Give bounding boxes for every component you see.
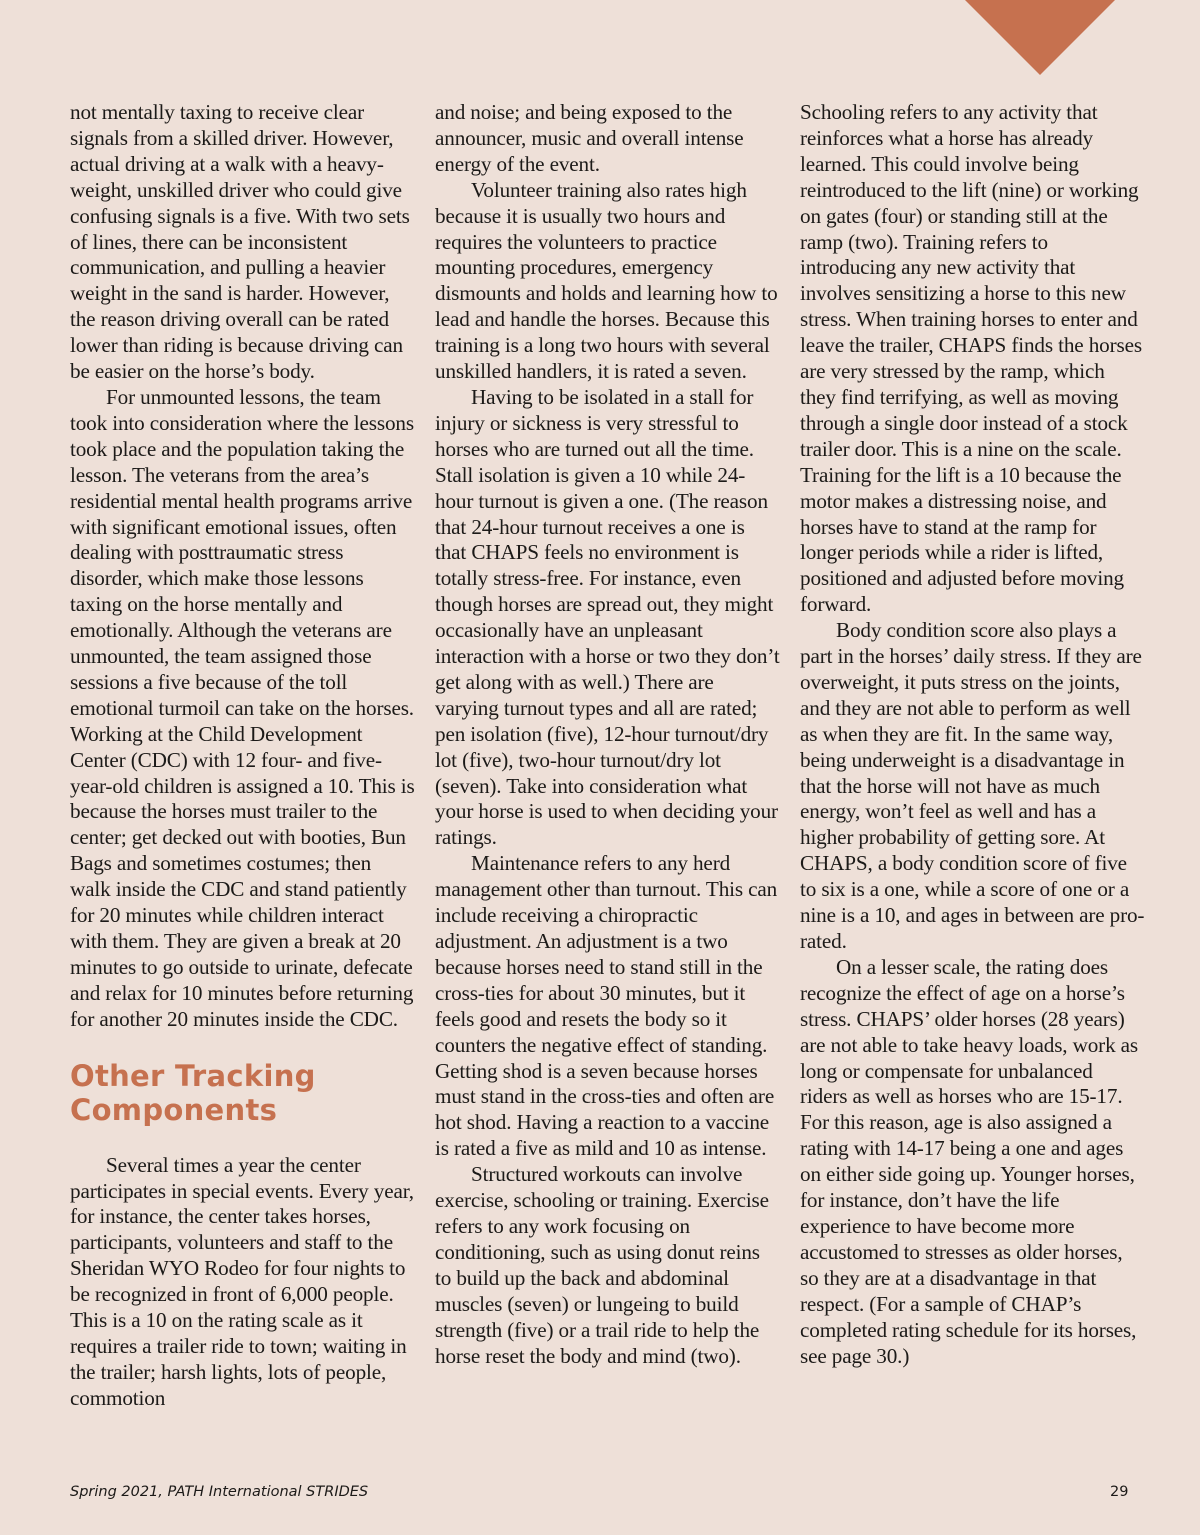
text-column-1 (70, 100, 415, 1412)
paragraph: For unmounted lessons, the team took into consideration where the lessons took place and the population taking the lesson. The veterans from the area’s residential mental health programs arrive with significant emotional issues, often dealing with posttraumatic stress disorder, which make those lessons taxing on the horse mentally and emotionally. Although the veterans are unmounted, the team assigned those sessions a five because of the toll emotional turmoil can take on the horses. Working at the Child Development Center (CDC) with 12 four- and five-year-old children is assigned a 10. This is because the horses must trailer to the center; get decked out with booties, Bun Bags and sometimes costumes; then walk inside the CDC and stand patiently for 20 minutes while children interact with them. They are given a break at 20 minutes to go outside to urinate, defecate and relax for 10 minutes before returning for another 20 minutes inside the CDC. (70, 384, 415, 1031)
paragraph: Maintenance refers to any herd management other than turnout. This can include receiving a chiropractic adjustment. An adjustment is a two because horses need to stand still in the cross-ties for about 30 minutes, but it feels good and resets the body so it counters the negative effect of standing. Getting shod is a seven because horses must stand in the cross-ties and often are hot shod. Having a reaction to a vaccine is rated a five as mild and 10 as intense. (435, 851, 778, 1161)
paragraph: Several times a year the center participates in special events. Every year, for instance, the center takes horses, participants, volunteers and staff to the Sheridan WYO Rodeo for four nights to be recognized in front of 6,000 people. This is a 10 on the rating scale as it requires a trailer ride to town; waiting in the trailer; harsh lights, lots of people, commotion (70, 1152, 414, 1410)
text-column-3 (800, 100, 1145, 1369)
page-number: 29 (1110, 1484, 1129, 1500)
corner-triangle-icon (965, 0, 1115, 75)
paragraph: On a lesser scale, the rating does recognize the effect of age on a horse’s stress. CHAPS’ older horses (28 years) are not able to take heavy loads, work as long or compensate for unbalanced riders as well as horses who are 15-17. For this reason, age is also assigned a rating with 14-17 being a one and ages on either side going up. Younger horses, for instance, don’t have the life experience to have become more accustomed to stresses as older horses, so they are at a disadvantage in that respect. (For a sample of CHAP’s completed rating schedule for its horses, see page 30.) (800, 954, 1139, 1368)
paragraph: Structured workouts can involve exercise, schooling or training. Exercise refers to any work focusing on conditioning, such as using donut reins to build up the back and abdominal muscles (seven) or lungeing to build strength (five) or a trail ride to help the horse reset the body and mind (two). (435, 1162, 769, 1368)
footer-publication: Spring 2021, PATH International STRIDES (70, 1484, 369, 1500)
paragraph: Volunteer training also rates high because it is usually two hours and requires the volunteers to practice mounting procedures, emergency dismounts and holds and learning how to lead and handle the horses. Because this training is a long two hours with several unskilled handlers, it is rated a seven. (435, 177, 778, 384)
section-heading: Other Tracking Components (70, 1058, 316, 1127)
text-column-2 (435, 100, 780, 1369)
paragraph: Body condition score also plays a part in the horses’ daily stress. If they are overweight, it puts stress on the joints, and they are not able to perform as well as when they are fit. In the same way, being underweight is a disadvantage in that the horse will not have as much energy, won’t feel as well and has a higher probability of getting sore. At CHAPS, a body condition score of five to six is a one, while a score of one or a nine is a 10, and ages in between are pro-rated. (800, 618, 1145, 953)
paragraph: Schooling refers to any activity that reinforces what a horse has already learned. This could involve being reintroduced to the lift (nine) or working on gates (four) or standing still at the ramp (two). Training refers to introducing any new activity that involves sensitizing a horse to this new stress. When training horses to enter and leave the trailer, CHAPS finds the horses are very stressed by the ramp, which they find terrifying, as well as moving through a single door instead of a stock trailer door. This is a nine on the scale. Training for the lift is a 10 because the motor makes a distressing noise, and horses have to stand at the ramp for longer periods while a rider is lifted, positioned and adjusted before moving forward. (800, 100, 1142, 617)
paragraph: not mentally taxing to receive clear signals from a skilled driver. However, actual driving at a walk with a heavy-weight, unskilled driver who could give confusing signals is a five. With two sets of lines, there can be inconsistent communication, and pulling a heavier weight in the sand is harder. However, the reason driving overall can be rated lower than riding is because driving can be easier on the horse’s body. (70, 100, 410, 384)
paragraph: and noise; and being exposed to the announcer, music and overall intense energy of the event. (435, 100, 744, 176)
paragraph: Having to be isolated in a stall for injury or sickness is very stressful to horses who are turned out all the time. Stall isolation is given a 10 while 24-hour turnout is given a one. (The reason that 24-hour turnout receives a one is that CHAPS feels no environment is totally stress-free. For instance, even though horses are spread out, they might occasionally have an unpleasant interaction with a horse or two they don’t get along with as well.) There are varying turnout types and all are rated; pen isolation (five), 12-hour turnout/dry lot (five), two-hour turnout/dry lot (seven). Take into consideration what your horse is used to when deciding your ratings. (435, 384, 780, 850)
